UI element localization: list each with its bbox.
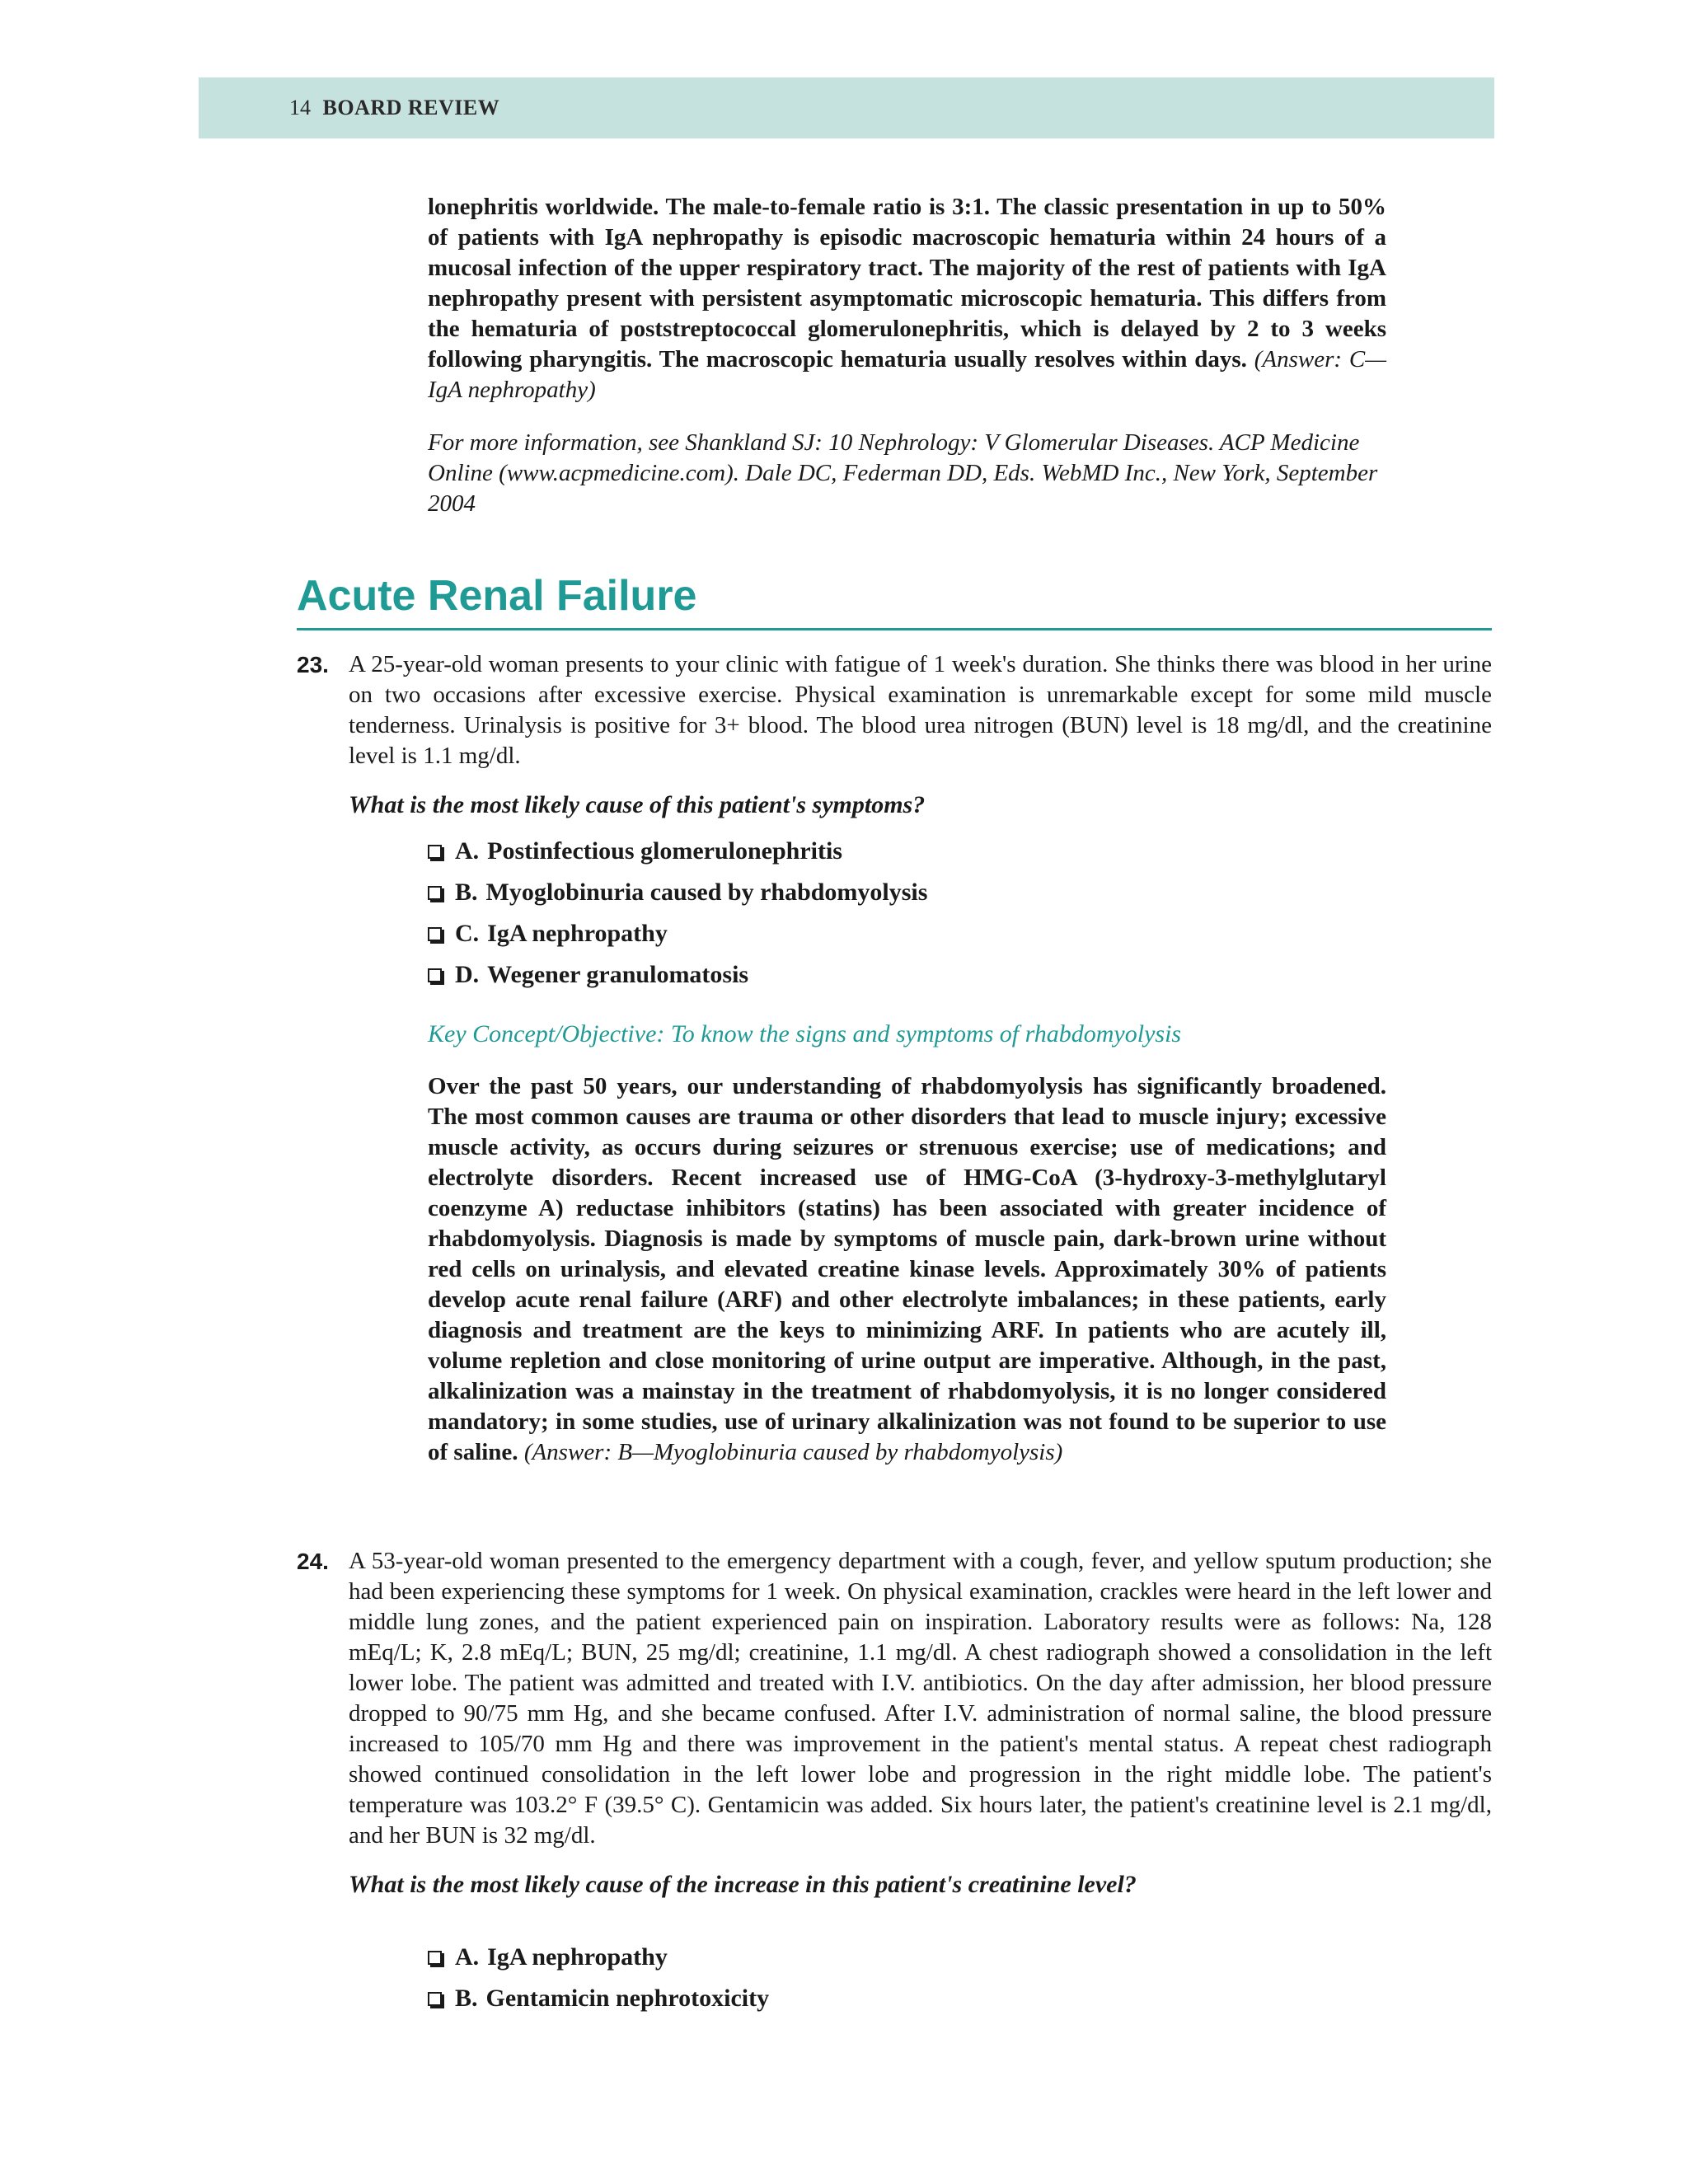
reference-note: For more information, see Shankland SJ: 10 Nephrology: V Glomerular Diseases. ACP Medicine Online (www.acpmedicine.com). Dale DC, Federman DD, Eds. WebMD Inc., New York, September 2004 [428, 429, 1378, 517]
key-concept: Key Concept/Objective: To know the signs and symptoms of rhabdomyolysis [428, 1020, 1182, 1047]
page-number: 14 [289, 96, 311, 120]
checkbox-icon[interactable] [428, 886, 442, 900]
question-23-explanation [428, 1071, 1386, 1468]
option-23-a[interactable]: A. Postinfectious glomerulonephritis [428, 831, 1334, 872]
question-23-answer: (Answer: B—Myoglobinuria caused by rhabdomyolysis) [523, 1439, 1063, 1465]
section-title: Acute Renal Failure [297, 572, 697, 620]
question-23-number: 23. [297, 652, 329, 677]
option-23-b[interactable]: B. Myoglobinuria caused by rhabdomyolysis [428, 872, 1334, 913]
previous-explanation-text: lonephritis worldwide. The male-to-female ratio is 3:1. The classic presentation in up to 50% of patients with IgA nephropathy is episodic macroscopic hematuria within 24 hours of a mucosal infection of the upper respiratory tract. The majority of the rest of patients with IgA nephropathy present with persistent asymptomatic microscopic hematuria. This differs from the hematuria of poststreptococcal glomerulonephritis, which is delayed by 2 to 3 weeks following pharyngitis. The macroscopic hematuria usually resolves within days. [428, 194, 1386, 373]
question-23-stem: A 25-year-old woman presents to your clinic with fatigue of 1 week's duration. She thinks there was blood in her urine on two occasions after excessive exercise. Physical examination is unremarkable except for some mild muscle tenderness. Urinalysis is positive for 3+ blood. The blood urea nitrogen (BUN) level is 18 mg/dl, and the creatinine level is 1.1 mg/dl. [349, 651, 1492, 769]
question-24-options [428, 1937, 1334, 2019]
checkbox-icon[interactable] [428, 968, 442, 982]
question-23-explanation-block [428, 1019, 1386, 1468]
section-divider [297, 628, 1492, 630]
checkbox-icon[interactable] [428, 1951, 442, 1965]
running-header [199, 77, 1494, 138]
option-23-d[interactable]: D. Wegener granulomatosis [428, 954, 1334, 996]
question-23 [349, 649, 1492, 820]
checkbox-icon[interactable] [428, 1992, 442, 2006]
explanation-text: Over the past 50 years, our understanding of rhabdomyolysis has significantly broadened. The most common causes are trauma or other disorders that lead to muscle injury; excessive muscle activity, as occurs during seizures or strenuous exercise; use of medications; and electrolyte disorders. Recent increased use of HMG-CoA (3-hydroxy-3-methylglutaryl coenzyme A) reductase inhibitors (statins) has been associated with greater incidence of rhabdomyolysis. Diagnosis is made by symptoms of muscle pain, dark-brown urine without red cells on urinalysis, and elevated creatine kinase levels. Approximately 30% of patients develop acute renal failure (ARF) and other electrolyte imbalances; in these patients, early diagnosis and treatment are the keys to minimizing ARF. In patients who are acutely ill, volume repletion and close monitoring of urine output are imperative. Although, in the past, alkalinization was a mainstay in the treatment of rhabdomyolysis, it is no longer considered mandatory; in some studies, use of urinary alkalinization was not found to be superior to use of saline. [428, 1073, 1386, 1465]
header-folio [289, 77, 499, 138]
question-24-prompt: What is the most likely cause of the increase in this patient's creatinine level? [349, 1871, 1137, 1898]
question-24-number: 24. [297, 1549, 329, 1574]
previous-answer-block [428, 192, 1386, 519]
option-24-a[interactable]: A. IgA nephropathy [428, 1937, 1334, 1978]
question-24 [349, 1546, 1492, 1900]
question-24-stem: A 53-year-old woman presented to the emergency department with a cough, fever, and yellow sputum production; she had been experiencing these symptoms for 1 week. On physical examination, crackles were heard in the left lower and middle lung zones, and the patient experienced pain on inspiration. Laboratory results were as follows: Na, 128 mEq/L; K, 2.8 mEq/L; BUN, 25 mg/dl; creatinine, 1.1 mg/dl. A chest radiograph showed a consolidation in the left lower lobe. The patient was admitted and treated with I.V. antibiotics. On the day after admission, her blood pressure dropped to 90/75 mm Hg, and she became confused. After I.V. administration of normal saline, the blood pressure increased to 105/70 mm Hg and there was improvement in the patient's mental status. A repeat chest radiograph showed continued consolidation in the left lower lobe and progression in the right middle lobe. The patient's temperature was 103.2° F (39.5° C). Gentamicin was added. Six hours later, the patient's creatinine level is 2.1 mg/dl, and her BUN is 32 mg/dl. [349, 1548, 1492, 1849]
option-23-c[interactable]: C. IgA nephropathy [428, 913, 1334, 954]
previous-answer: (Answer: C—IgA nephropathy) [428, 346, 1386, 403]
option-24-b[interactable]: B. Gentamicin nephrotoxicity [428, 1978, 1334, 2019]
checkbox-icon[interactable] [428, 845, 442, 859]
running-title: BOARD REVIEW [322, 96, 500, 120]
checkbox-icon[interactable] [428, 927, 442, 941]
previous-explanation [428, 192, 1386, 405]
question-23-options [428, 831, 1334, 996]
question-23-prompt: What is the most likely cause of this patient's symptoms? [349, 791, 926, 818]
